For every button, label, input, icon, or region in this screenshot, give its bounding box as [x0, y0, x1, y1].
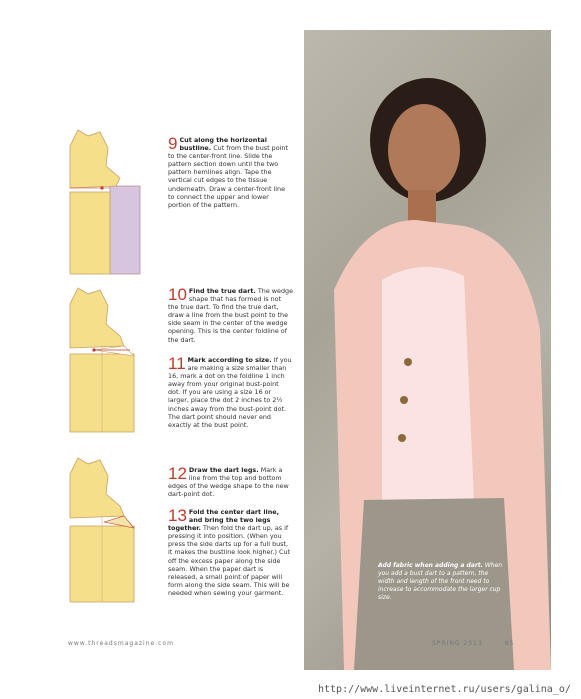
photo-caption [378, 562, 503, 602]
step-number: 13 [168, 506, 187, 525]
pattern-diagram-step-12 [64, 454, 159, 606]
step-11 [168, 356, 293, 429]
footer-site: www.threadsmagazine.com [68, 640, 174, 647]
pattern-diagram-step-9 [64, 126, 159, 278]
step-title: Mark according to size. [187, 356, 272, 364]
footer-issue [432, 640, 514, 647]
issue-label: SPRING 2013 [432, 640, 483, 647]
step-title: Cut along the horizontal bustline. [179, 136, 267, 153]
watermark-url: http://www.liveinternet.ru/users/galina_o/ [318, 684, 571, 695]
step-text: Then fold the dart up, as if pressing it into position. (When you press the side darts up for a full bust, it makes the bustline look higher.) Cut off the excess paper along the side seam. When the paper dart is released, a small point of paper will form along the side seam. This will be needed when sewing your garment. [168, 524, 291, 597]
step-text: The wedge shape that has formed is not the true dart. To find the true dart, draw a line from the bust point to the side seam in the center of the wedge opening. This is the center foldline of the dart. [168, 287, 293, 344]
pattern-diagram-step-10 [64, 284, 159, 436]
step-title: Find the true dart. [188, 287, 256, 295]
step-9 [168, 136, 293, 209]
step-text: Mark a line from the top and bottom edges of the wedge shape to the new dart-point dot. [168, 466, 289, 499]
caption-text: When you add a bust dart to a pattern, the width and length of the front need to increase to accommodate the larger cup size. [378, 562, 503, 601]
step-number: 11 [168, 354, 186, 373]
step-title: Draw the dart legs. [188, 466, 259, 474]
page-number: 85 [504, 640, 515, 647]
step-12 [168, 466, 293, 498]
step-title: Fold the center dart line, and bring the two legs together. [168, 508, 280, 533]
step-10 [168, 287, 293, 344]
step-number: 10 [168, 285, 187, 304]
step-13 [168, 508, 293, 597]
step-number: 9 [168, 134, 178, 153]
step-number: 12 [168, 464, 187, 483]
step-text: If you are making a size smaller than 16, mark a dot on the foldline 1 inch away from your original bust-point dot. If you are using a size 16 or larger, place the dot 2 inches to 2½ inches away from the bust-point dot. The dart point should never end exactly at the bust point. [168, 356, 292, 429]
step-text: Cut from the bust point to the center-front line. Slide the pattern section down until the two pattern hemlines align. Tape the vertical cut edges to the tissue underneath. Draw a center-front line to connect the upper and lower portion of the pattern. [168, 144, 288, 209]
caption-title: Add fabric when adding a dart. [378, 562, 483, 569]
